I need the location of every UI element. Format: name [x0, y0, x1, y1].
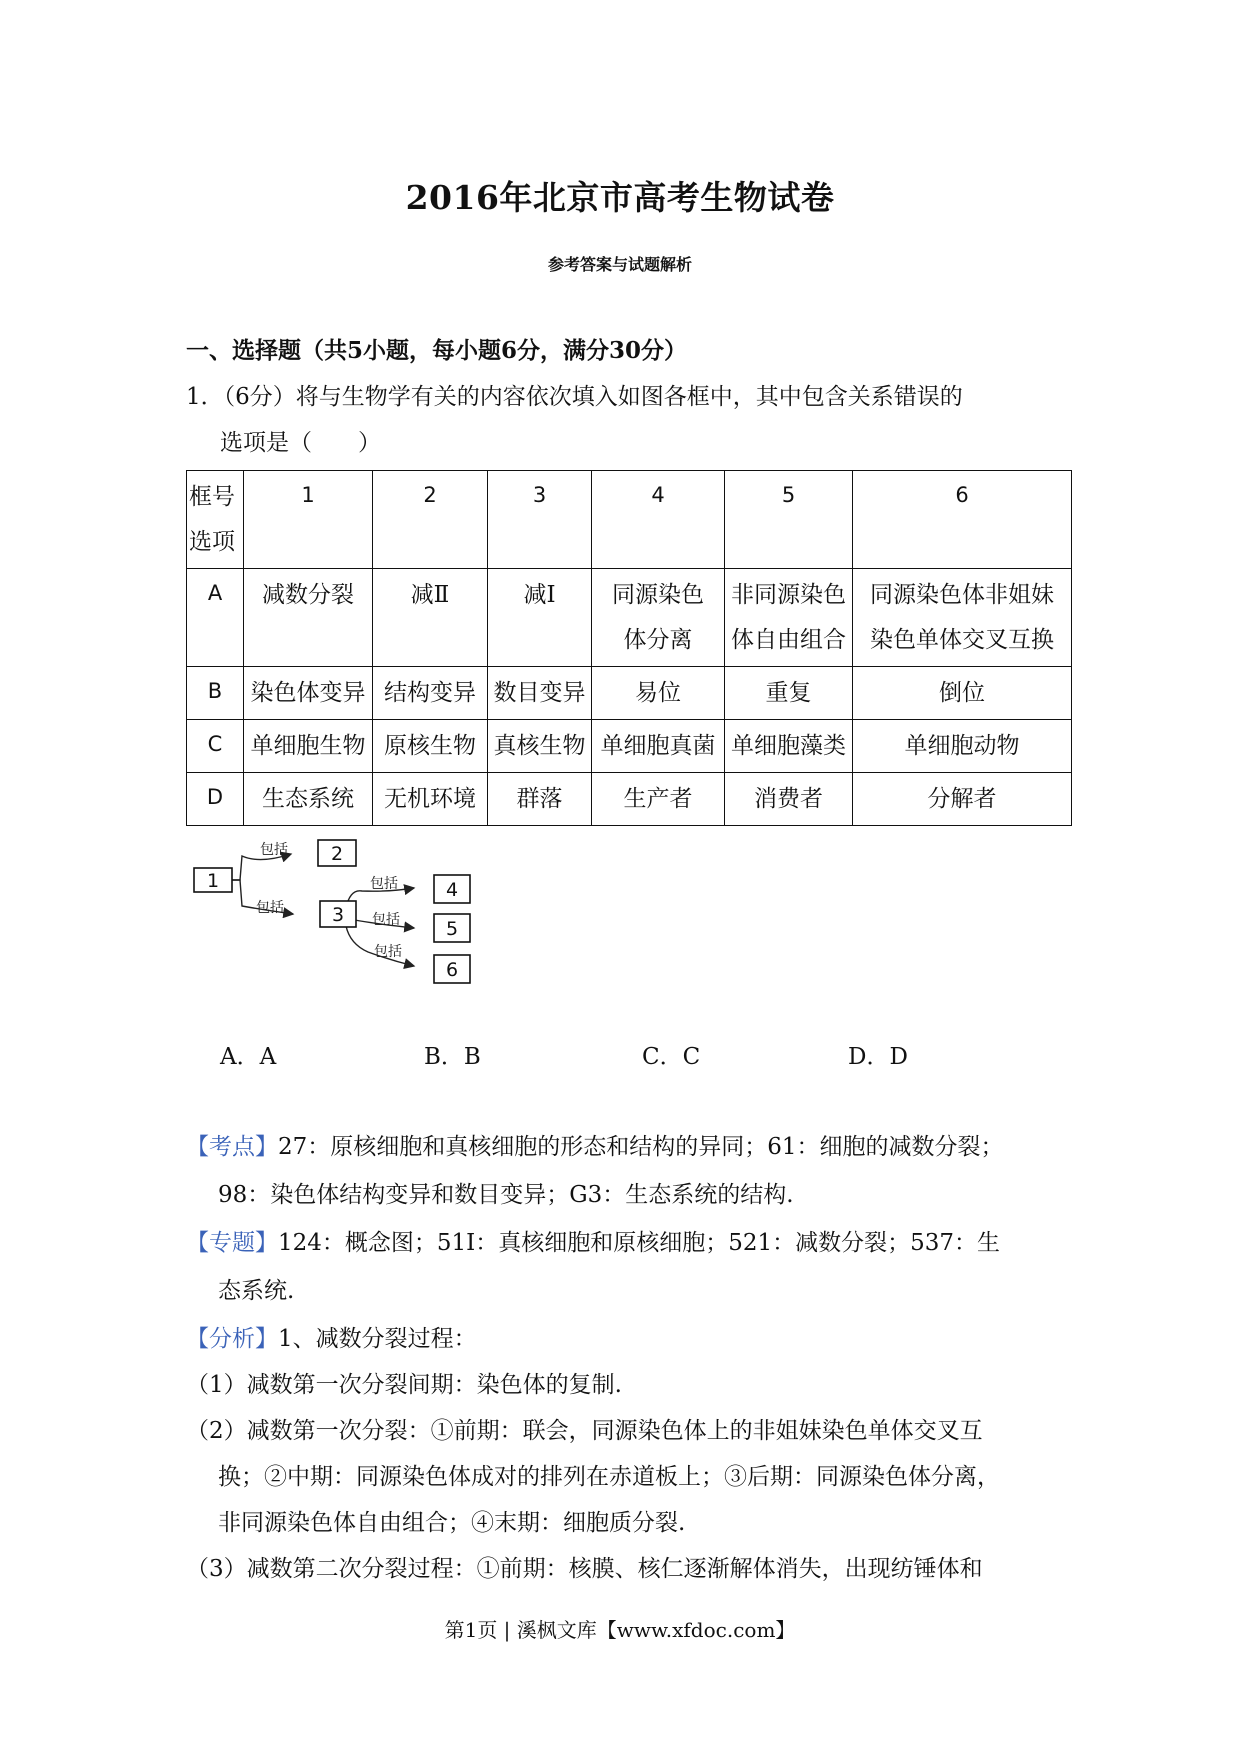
cell-text: 染色单体交叉互换 — [870, 627, 1054, 653]
table-row-c — [187, 720, 1072, 773]
arrow-label: 包括 — [370, 876, 398, 892]
section-heading: 一、选择题（共5小题，每小题6分，满分30分） — [186, 337, 688, 364]
table-cell: 生产者 — [592, 773, 725, 826]
table-row-b — [187, 667, 1072, 720]
box-label: 3 — [331, 904, 345, 926]
table-cell — [373, 569, 488, 667]
kaodian-line-1 — [186, 1128, 1004, 1161]
analysis-step-2-line-2: 换；②中期：同源染色体成对的排列在赤道板上；③后期：同源染色体分离， — [218, 1464, 1000, 1490]
box-label: 1 — [206, 870, 220, 892]
cell-text: 减数分裂 — [262, 582, 354, 608]
table-cell: 单细胞真菌 — [592, 720, 725, 773]
column-header: 1 — [244, 471, 373, 569]
table-cell: 生态系统 — [244, 773, 373, 826]
kaodian-text: 27：原核细胞和真核细胞的形态和结构的异同；61：细胞的减数分裂； — [278, 1134, 1004, 1160]
table-cell: 结构变异 — [373, 667, 488, 720]
options-table — [186, 470, 1072, 826]
table-cell: 消费者 — [725, 773, 853, 826]
question-text-line-1: 1．（6分）将与生物学有关的内容依次填入如图各框中，其中包含关系错误的 — [186, 384, 963, 410]
arrow-label: 包括 — [372, 912, 400, 928]
table-cell: 单细胞生物 — [244, 720, 373, 773]
analysis-step-1: （1）减数第一次分裂间期：染色体的复制. — [186, 1372, 622, 1398]
box-label: 5 — [445, 918, 459, 940]
page-footer: 第1页 | 溪枫文库【www.xfdoc.com】 — [444, 1618, 796, 1642]
column-header: 4 — [592, 471, 725, 569]
row-label: A — [187, 569, 244, 667]
table-header-row — [187, 471, 1072, 569]
cell-text: 减Ⅱ — [410, 582, 450, 608]
table-header-corner — [187, 471, 244, 569]
cell-text: 体自由组合 — [731, 627, 846, 653]
page-title: 2016年北京市高考生物试卷 — [405, 178, 835, 217]
zhuanti-line-1 — [186, 1224, 1000, 1257]
cell-text: 同源染色 — [612, 582, 704, 608]
kaodian-tag: 【考点】 — [186, 1134, 278, 1160]
cell-text: 非同源染色 — [731, 582, 846, 608]
column-header: 6 — [853, 471, 1072, 569]
table-cell: 群落 — [488, 773, 592, 826]
header-label-option: 选项 — [189, 529, 235, 555]
choice-c: C．C — [642, 1044, 701, 1070]
box-label: 4 — [445, 879, 459, 901]
table-row-a — [187, 569, 1072, 667]
table-cell: 原核生物 — [373, 720, 488, 773]
zhuanti-line-2: 态系统. — [218, 1278, 295, 1304]
arrow-label: 包括 — [256, 900, 284, 916]
fenxi-text: 1、减数分裂过程： — [278, 1326, 477, 1352]
concept-diagram — [190, 834, 490, 994]
table-cell: 真核生物 — [488, 720, 592, 773]
table-cell: 数目变异 — [488, 667, 592, 720]
column-header: 2 — [373, 471, 488, 569]
cell-text: 减Ⅰ — [523, 582, 556, 608]
arrow-label: 包括 — [374, 944, 402, 960]
zhuanti-text: 124：概念图；51I：真核细胞和原核细胞；521：减数分裂；537：生 — [278, 1230, 1001, 1256]
table-cell — [244, 569, 373, 667]
row-label: D — [187, 773, 244, 826]
table-cell — [853, 569, 1072, 667]
table-row-d — [187, 773, 1072, 826]
table-cell: 重复 — [725, 667, 853, 720]
page-subtitle: 参考答案与试题解析 — [547, 255, 692, 274]
table-cell — [725, 569, 853, 667]
arrow-label: 包括 — [260, 842, 288, 858]
box-label: 6 — [445, 959, 459, 981]
analysis-step-2-line-3: 非同源染色体自由组合；④末期：细胞质分裂. — [218, 1510, 686, 1536]
fenxi-tag: 【分析】 — [186, 1326, 278, 1352]
table-cell: 单细胞藻类 — [725, 720, 853, 773]
cell-text: 同源染色体非姐妹 — [870, 582, 1054, 608]
cell-text: 体分离 — [623, 627, 693, 653]
table-cell — [592, 569, 725, 667]
row-label: C — [187, 720, 244, 773]
table-cell: 单细胞动物 — [853, 720, 1072, 773]
table-cell: 易位 — [592, 667, 725, 720]
row-label: B — [187, 667, 244, 720]
table-cell: 染色体变异 — [244, 667, 373, 720]
kaodian-line-2: 98：染色体结构变异和数目变异；G3：生态系统的结构. — [218, 1182, 794, 1208]
fenxi-line-1 — [186, 1320, 477, 1353]
question-text-line-2: 选项是（ ） — [220, 430, 381, 456]
table-cell: 无机环境 — [373, 773, 488, 826]
choice-a: A．A — [220, 1044, 277, 1070]
analysis-step-2-line-1: （2）减数第一次分裂：①前期：联会，同源染色体上的非姐妹染色单体交叉互 — [186, 1418, 983, 1444]
zhuanti-tag: 【专题】 — [186, 1230, 278, 1256]
table-cell — [488, 569, 592, 667]
column-header: 5 — [725, 471, 853, 569]
box-label: 2 — [330, 843, 344, 865]
column-header: 3 — [488, 471, 592, 569]
table-cell: 分解者 — [853, 773, 1072, 826]
header-label-box: 框号 — [189, 484, 235, 510]
analysis-step-3-line-1: （3）减数第二次分裂过程：①前期：核膜、核仁逐渐解体消失，出现纺锤体和 — [186, 1556, 983, 1582]
table-cell: 倒位 — [853, 667, 1072, 720]
choice-d: D．D — [848, 1044, 908, 1070]
choice-b: B．B — [424, 1044, 481, 1070]
